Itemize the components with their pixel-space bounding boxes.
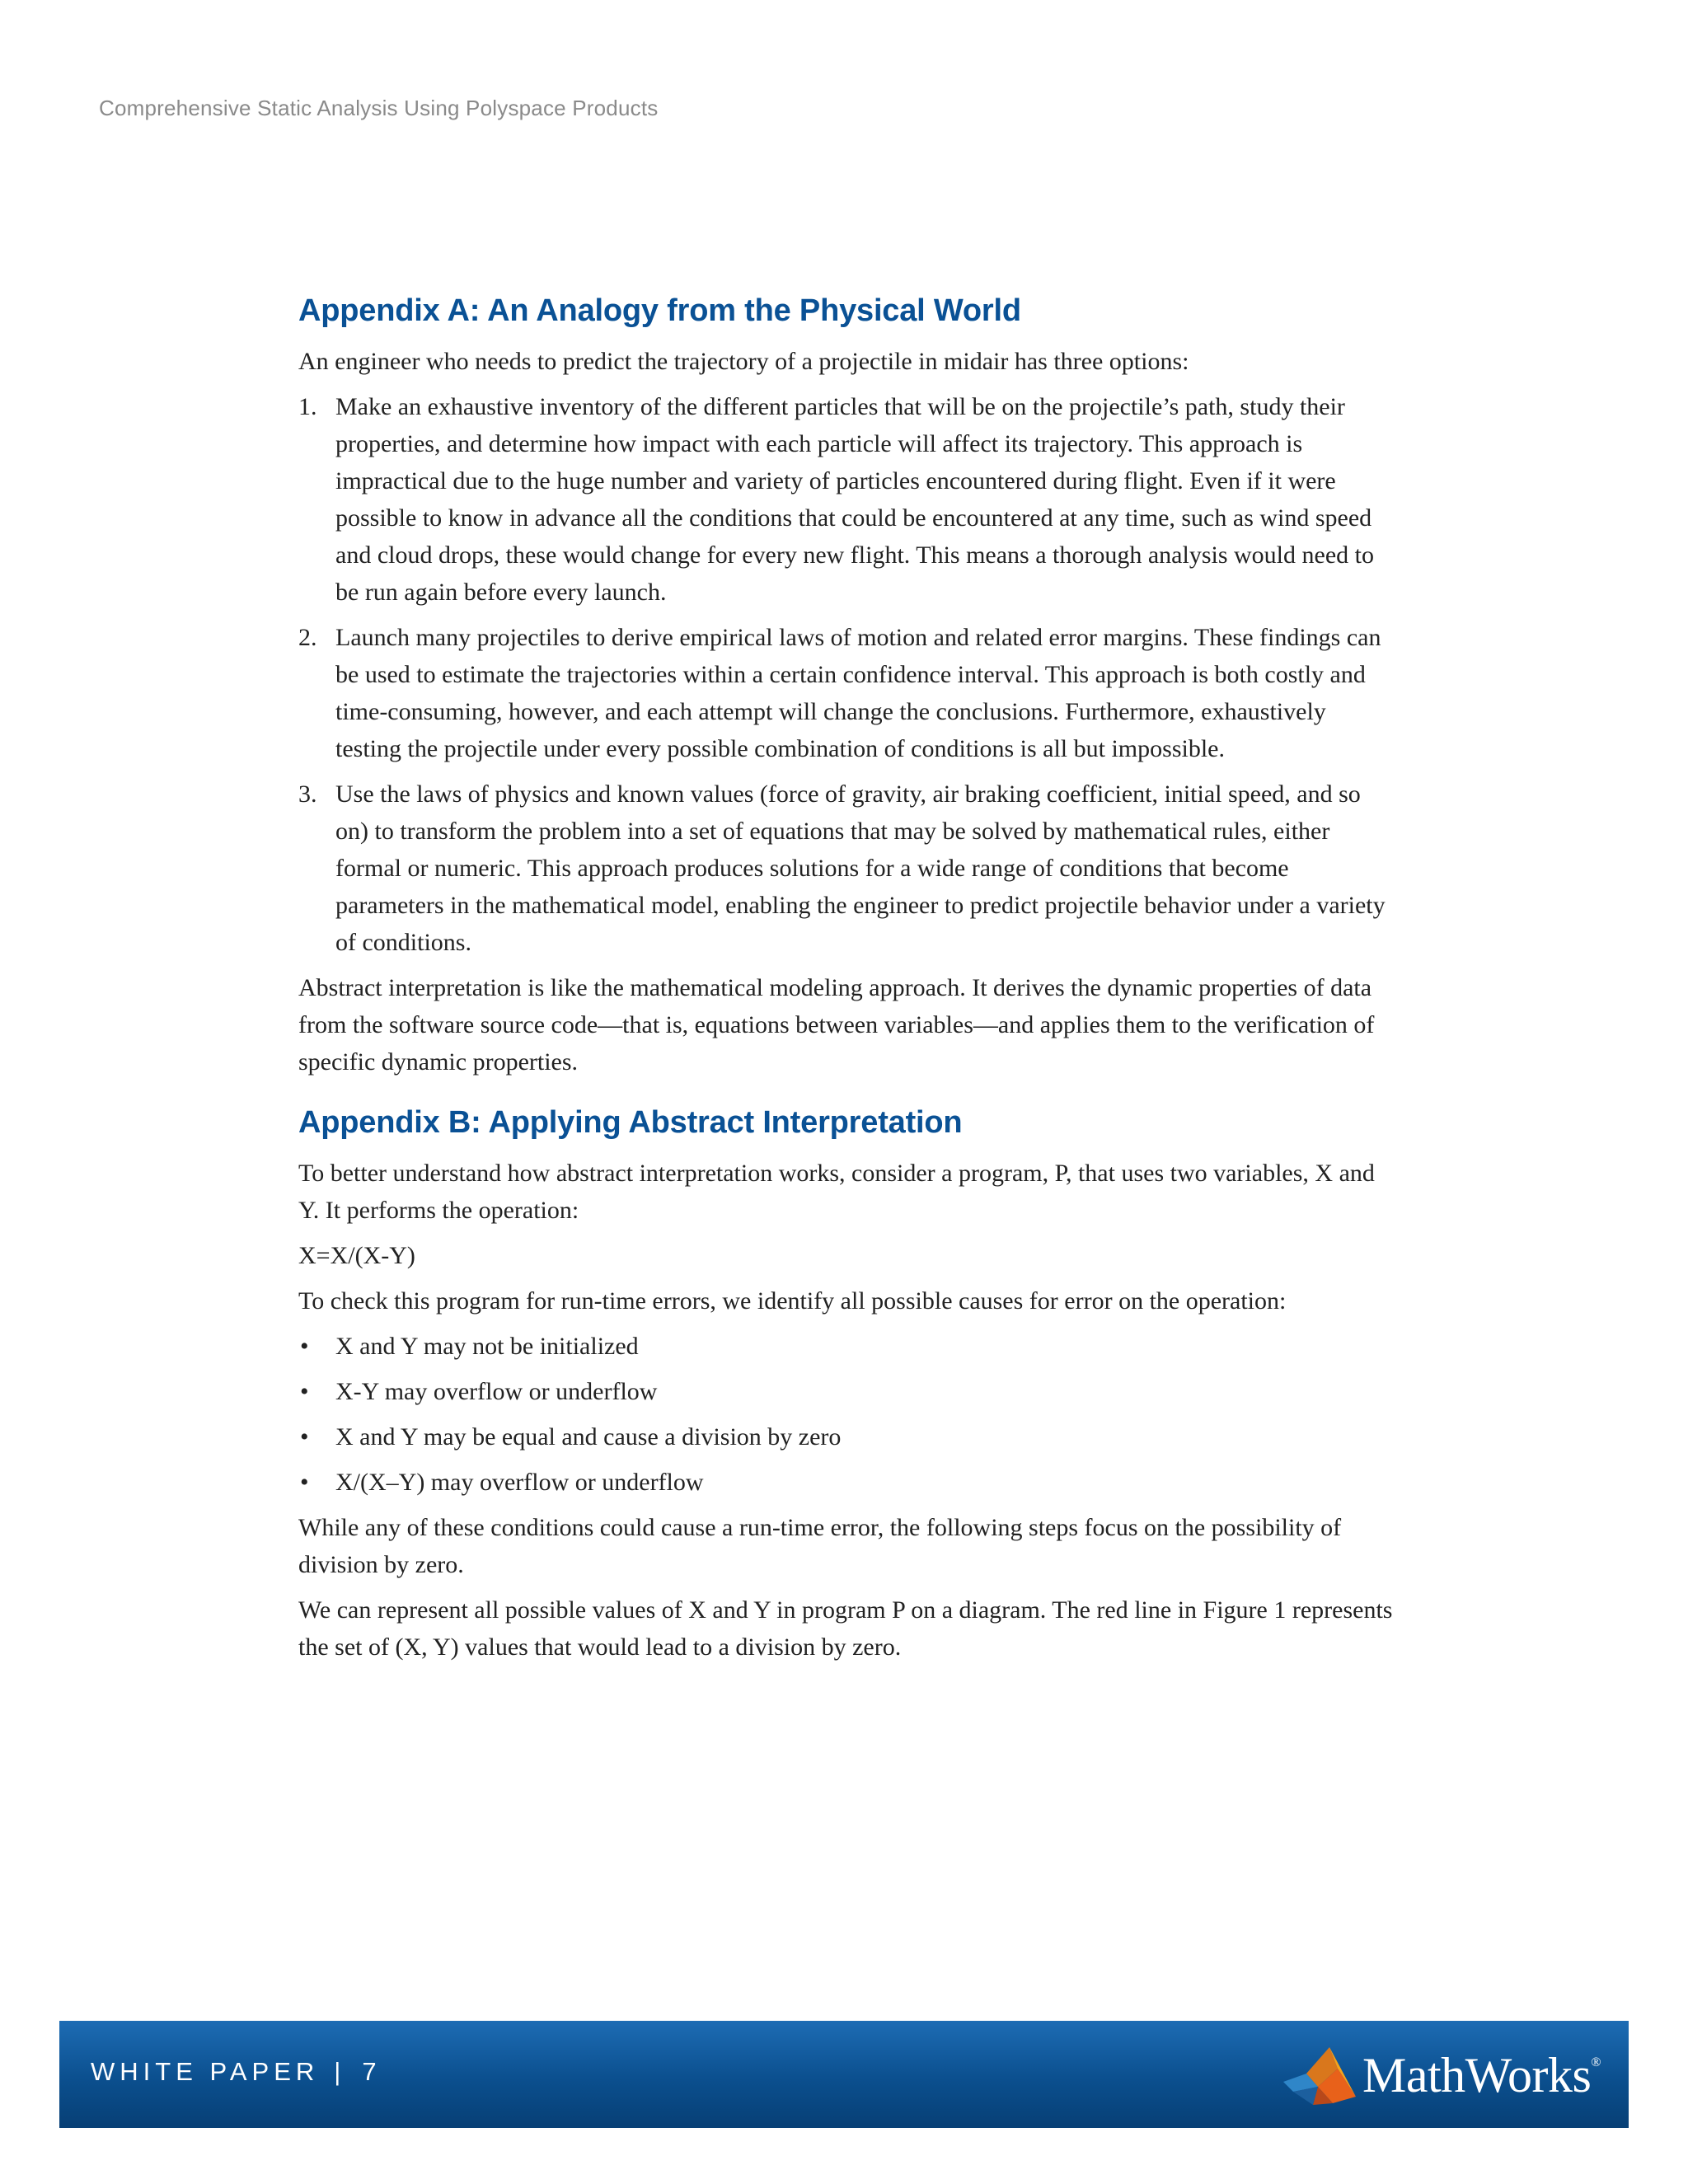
check-intro: To check this program for run-time errors, we identify all possible causes for error on the operation:: [298, 1287, 1287, 1315]
list-item: [298, 1418, 1395, 1455]
operation-expression: X=X/(X-Y): [298, 1242, 415, 1269]
list-number: 3.: [298, 780, 317, 808]
running-title: Comprehensive Static Analysis Using Polyspace Products: [99, 96, 659, 120]
list-item: [298, 1464, 1395, 1501]
bullet-icon: •: [300, 1378, 309, 1405]
list-number: 1.: [298, 393, 317, 420]
list-item-text: Make an exhaustive inventory of the different particles that will be on the projectile’s path, study their properties, and determine how impact with each particle will affect its trajectory. This approach is impractical due to the huge number and variety of particles encountered during flight. Even if it were possible to know in advance all the conditions that could be encountered at any time, such as wind speed and cloud drops, these would change for every new flight. This means a thorough analysis would need to be run again before every launch.: [335, 393, 1374, 606]
focus-paragraph: While any of these conditions could cause a run-time error, the following steps focus on the possibility of division by zero.: [298, 1514, 1342, 1578]
figure-reference-paragraph: We can represent all possible values of X and Y in program P on a diagram. The red line in Figure 1 represents the set of (X, Y) values that would lead to a division by zero.: [298, 1596, 1393, 1661]
list-item-text: X and Y may not be initialized: [335, 1333, 639, 1360]
bullet-icon: •: [300, 1333, 309, 1360]
page-number: 7: [362, 2057, 382, 2086]
list-item-text: X-Y may overflow or underflow: [335, 1378, 658, 1405]
list-item: [298, 388, 1395, 611]
appendix-b-intro: To better understand how abstract interpretation works, consider a program, P, that uses two variables, X and Y. It performs the operation:: [298, 1160, 1375, 1224]
appendix-b-heading: Appendix B: Applying Abstract Interpretation: [298, 1105, 963, 1140]
list-item-text: Launch many projectiles to derive empirical laws of motion and related error margins. These findings can be used to estimate the trajectories within a certain confidence interval. This approach is both costly and time-consuming, however, and each attempt will change the conclusions. Furthermore, exhaustively testing the projectile under every possible combination of conditions is all but impossible.: [335, 624, 1381, 762]
document-type: WHITE PAPER: [91, 2057, 320, 2086]
logo-wordmark: MathWorks®: [1362, 2047, 1601, 2102]
mathworks-logo: [1282, 2041, 1601, 2110]
list-item: [298, 619, 1395, 767]
appendix-a-intro: An engineer who needs to predict the trajectory of a projectile in midair has three options:: [298, 348, 1189, 375]
options-list: [298, 388, 1395, 961]
list-item-text: X/(X–Y) may overflow or underflow: [335, 1469, 704, 1496]
bullet-icon: •: [300, 1469, 309, 1496]
appendix-a-conclusion: Abstract interpretation is like the mathematical modeling approach. It derives the dynamic properties of data from the software source code—that is, equations between variables—and applies them to the verification of specific dynamic properties.: [298, 974, 1375, 1076]
membrane-logo-icon: [1282, 2044, 1357, 2107]
list-number: 2.: [298, 624, 317, 651]
page-body: [298, 290, 1395, 1674]
list-item-text: X and Y may be equal and cause a division by zero: [335, 1423, 842, 1451]
list-item: [298, 1328, 1395, 1365]
footer-label: [91, 2057, 382, 2087]
bullet-icon: •: [300, 1423, 309, 1451]
appendix-a-heading: Appendix A: An Analogy from the Physical World: [298, 293, 1021, 328]
footer-bar: [59, 2021, 1629, 2128]
list-item-text: Use the laws of physics and known values (force of gravity, air braking coefficient, initial speed, and so on) to transform the problem into a set of equations that may be solved by mathematical rules, either formal or numeric. This approach produces solutions for a wide range of conditions that become parameters in the mathematical model, enabling the engineer to predict projectile behavior under a variety of conditions.: [335, 780, 1386, 956]
list-item: [298, 776, 1395, 961]
list-item: [298, 1373, 1395, 1410]
footer-separator: |: [334, 2057, 341, 2086]
error-causes-list: [298, 1328, 1395, 1501]
